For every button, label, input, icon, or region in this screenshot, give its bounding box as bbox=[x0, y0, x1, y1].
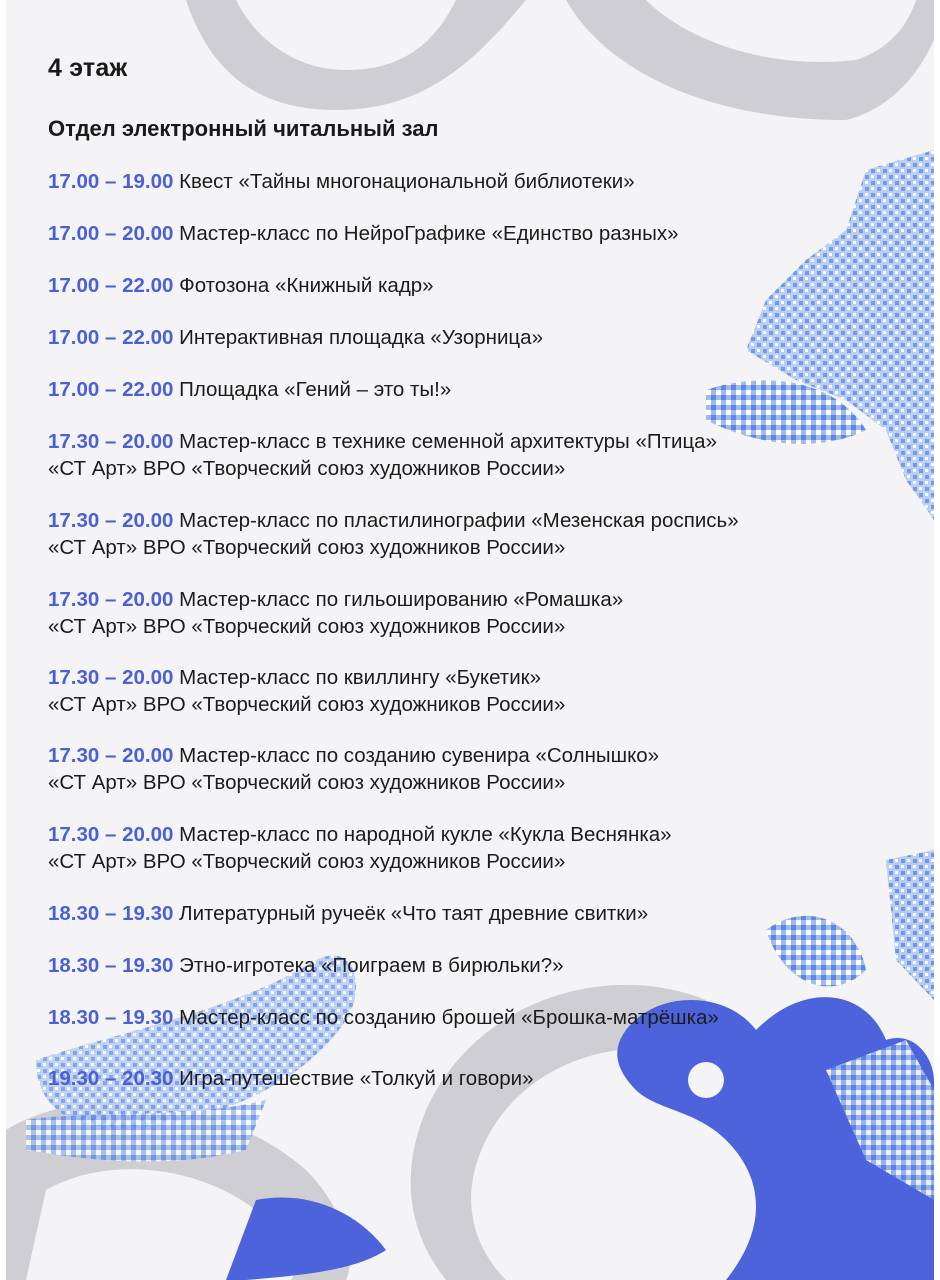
event-title: Мастер-класс по пластилинографии «Мезенская роспись» bbox=[179, 509, 739, 532]
event-item bbox=[48, 168, 928, 195]
event-title: Мастер-класс по квиллингу «Букетик» bbox=[179, 666, 542, 689]
event-item bbox=[48, 1004, 928, 1031]
event-item bbox=[48, 1065, 928, 1092]
event-time: 18.30 – 19.30 bbox=[48, 1006, 174, 1029]
event-title: Квест «Тайны многонациональной библиотеки» bbox=[179, 170, 635, 193]
event-title: Площадка «Гений – это ты!» bbox=[179, 378, 452, 401]
event-item bbox=[48, 664, 928, 718]
event-organizer: «СТ Арт» ВРО «Творческий союз художников России» bbox=[48, 850, 566, 873]
event-item bbox=[48, 507, 928, 561]
event-time: 19.30 – 20.30 bbox=[48, 1067, 174, 1090]
department-title: Отдел электронный читальный зал bbox=[48, 116, 439, 141]
event-time: 17.00 – 20.00 bbox=[48, 222, 174, 245]
event-title: Мастер-класс по созданию сувенира «Солнышко» bbox=[179, 744, 660, 767]
event-item bbox=[48, 220, 928, 247]
event-title: Мастер-класс в технике семенной архитектуры «Птица» bbox=[179, 430, 717, 453]
event-organizer: «СТ Арт» ВРО «Творческий союз художников России» bbox=[48, 457, 566, 480]
event-item bbox=[48, 324, 928, 351]
event-title: Фотозона «Книжный кадр» bbox=[179, 274, 434, 297]
event-title: Мастер-класс по гильошированию «Ромашка» bbox=[179, 588, 624, 611]
event-time: 17.30 – 20.00 bbox=[48, 744, 174, 767]
event-time: 17.00 – 19.00 bbox=[48, 170, 174, 193]
event-time: 17.00 – 22.00 bbox=[48, 326, 174, 349]
event-item bbox=[48, 272, 928, 299]
event-title: Игра-путешествие «Толкуй и говори» bbox=[179, 1067, 534, 1090]
event-item bbox=[48, 821, 928, 875]
event-title: Интерактивная площадка «Узорница» bbox=[179, 326, 543, 349]
event-title: Мастер-класс по созданию брошей «Брошка-матрёшка» bbox=[179, 1006, 719, 1029]
event-time: 17.30 – 20.00 bbox=[48, 666, 174, 689]
event-item bbox=[48, 900, 928, 927]
event-organizer: «СТ Арт» ВРО «Творческий союз художников России» bbox=[48, 771, 566, 794]
event-title: Литературный ручеёк «Что таят древние свитки» bbox=[179, 902, 649, 925]
event-time: 17.30 – 20.00 bbox=[48, 823, 174, 846]
event-title: Мастер-класс по НейроГрафике «Единство разных» bbox=[179, 222, 679, 245]
event-organizer: «СТ Арт» ВРО «Творческий союз художников России» bbox=[48, 693, 566, 716]
event-item bbox=[48, 586, 928, 640]
event-organizer: «СТ Арт» ВРО «Творческий союз художников России» bbox=[48, 536, 566, 559]
event-time: 17.00 – 22.00 bbox=[48, 274, 174, 297]
event-item bbox=[48, 376, 928, 403]
event-time: 18.30 – 19.30 bbox=[48, 902, 174, 925]
floor-title: 4 этаж bbox=[48, 54, 128, 82]
event-item bbox=[48, 742, 928, 796]
event-title: Мастер-класс по народной кукле «Кукла Веснянка» bbox=[179, 823, 672, 846]
event-time: 18.30 – 19.30 bbox=[48, 954, 174, 977]
event-time: 17.00 – 22.00 bbox=[48, 378, 174, 401]
event-organizer: «СТ Арт» ВРО «Творческий союз художников России» bbox=[48, 615, 566, 638]
poster bbox=[6, 0, 934, 1280]
event-time: 17.30 – 20.00 bbox=[48, 509, 174, 532]
event-title: Этно-игротека «Поиграем в бирюльки?» bbox=[179, 954, 564, 977]
event-time: 17.30 – 20.00 bbox=[48, 430, 174, 453]
event-item bbox=[48, 952, 928, 979]
event-time: 17.30 – 20.00 bbox=[48, 588, 174, 611]
event-item bbox=[48, 428, 928, 482]
